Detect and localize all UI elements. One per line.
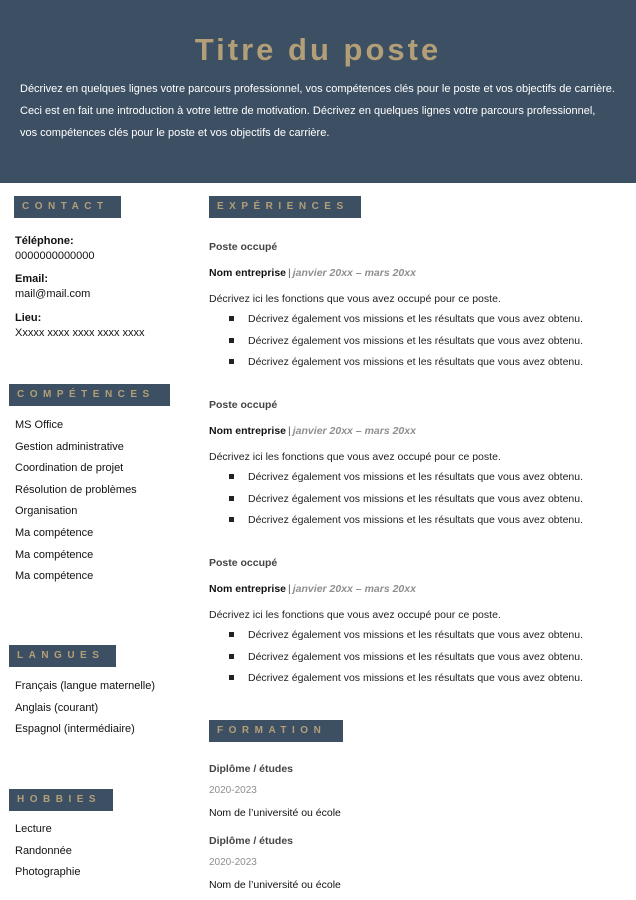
hobby-item: Randonnée bbox=[15, 844, 72, 857]
separator: | bbox=[288, 425, 291, 437]
job-entry bbox=[209, 398, 619, 535]
education-entry bbox=[209, 762, 609, 820]
job-company: Nom entreprise bbox=[209, 583, 287, 595]
languages-list bbox=[15, 679, 155, 744]
education-degree: Diplôme / études bbox=[209, 763, 294, 775]
phone-label: Téléphone: bbox=[15, 235, 74, 247]
languages-heading: LANGUES bbox=[9, 645, 116, 667]
skills-heading: COMPÉTENCES bbox=[9, 384, 170, 406]
language-item: Anglais (courant) bbox=[15, 701, 99, 714]
header-banner bbox=[0, 0, 636, 183]
skills-list bbox=[15, 418, 137, 591]
skill-item: MS Office bbox=[15, 419, 64, 431]
intro-text bbox=[20, 78, 624, 144]
intro-line: Décrivez en quelques lignes votre parcours professionnel, vos compétences clés pour le poste et vos objectifs de carrière. bbox=[20, 83, 615, 95]
education-years: 2020-2023 bbox=[209, 785, 257, 796]
job-company: Nom entreprise bbox=[209, 425, 287, 437]
skill-item: Résolution de problèmes bbox=[15, 483, 137, 496]
job-bullet: Décrivez également vos missions et les résultats que vous avez obtenu. bbox=[209, 470, 619, 492]
job-description: Décrivez ici les fonctions que vous avez occupé pour ce poste. bbox=[209, 609, 501, 621]
job-company-line bbox=[209, 582, 619, 596]
education-school: Nom de l’université ou école bbox=[209, 879, 341, 891]
job-bullet: Décrivez également vos missions et les résultats que vous avez obtenu. bbox=[209, 628, 619, 650]
email-label: Email: bbox=[15, 273, 49, 285]
skill-item: Coordination de projet bbox=[15, 462, 124, 475]
hobby-item: Lecture bbox=[15, 823, 52, 835]
job-company-line bbox=[209, 266, 619, 280]
job-dates: janvier 20xx – mars 20xx bbox=[292, 425, 416, 437]
job-bullet: Décrivez également vos missions et les résultats que vous avez obtenu. bbox=[209, 513, 619, 535]
job-dates: janvier 20xx – mars 20xx bbox=[292, 267, 416, 279]
job-description: Décrivez ici les fonctions que vous avez occupé pour ce poste. bbox=[209, 293, 501, 305]
job-bullet: Décrivez également vos missions et les résultats que vous avez obtenu. bbox=[209, 671, 619, 693]
place-value: Xxxxx xxxx xxxx xxxx xxxx bbox=[15, 327, 145, 339]
job-bullet: Décrivez également vos missions et les résultats que vous avez obtenu. bbox=[209, 334, 619, 356]
education-degree: Diplôme / études bbox=[209, 835, 294, 847]
skill-item: Ma compétence bbox=[15, 526, 94, 539]
intro-line: vos compétences clés pour le poste et vos objectifs de carrière. bbox=[20, 127, 330, 139]
hobbies-heading: HOBBIES bbox=[9, 789, 113, 811]
job-bullets bbox=[209, 470, 619, 535]
job-dates: janvier 20xx – mars 20xx bbox=[292, 583, 416, 595]
education-entry bbox=[209, 834, 609, 892]
job-company: Nom entreprise bbox=[209, 267, 287, 279]
language-item: Français (langue maternelle) bbox=[15, 680, 156, 692]
hobbies-list bbox=[15, 822, 80, 887]
job-position: Poste occupé bbox=[209, 399, 278, 411]
skill-item: Ma compétence bbox=[15, 570, 94, 583]
education-heading: FORMATION bbox=[209, 720, 343, 742]
skill-item: Gestion administrative bbox=[15, 440, 124, 453]
job-bullets bbox=[209, 312, 619, 377]
job-title: Titre du poste bbox=[194, 32, 442, 67]
email-value: mail@mail.com bbox=[15, 288, 91, 300]
contact-email bbox=[15, 272, 90, 302]
job-bullets bbox=[209, 628, 619, 693]
intro-line: Ceci est en fait une introduction à votre lettre de motivation. Décrivez en quelques lignes votre parcours professionnel, bbox=[20, 105, 596, 117]
job-entry bbox=[209, 240, 619, 377]
job-position: Poste occupé bbox=[209, 557, 278, 569]
hobby-item: Photographie bbox=[15, 866, 81, 879]
experience-heading: EXPÉRIENCES bbox=[209, 196, 361, 218]
phone-value: 0000000000000 bbox=[15, 250, 95, 262]
job-bullet: Décrivez également vos missions et les résultats que vous avez obtenu. bbox=[209, 312, 619, 334]
skill-item: Ma compétence bbox=[15, 548, 94, 561]
contact-place bbox=[15, 311, 145, 341]
education-school: Nom de l’université ou école bbox=[209, 807, 341, 819]
skill-item: Organisation bbox=[15, 505, 78, 518]
language-item: Espagnol (intermédiaire) bbox=[15, 723, 135, 736]
job-position: Poste occupé bbox=[209, 241, 278, 253]
contact-phone bbox=[15, 234, 95, 264]
education-years: 2020-2023 bbox=[209, 857, 257, 868]
place-label: Lieu: bbox=[15, 312, 42, 324]
job-bullet: Décrivez également vos missions et les résultats que vous avez obtenu. bbox=[209, 650, 619, 672]
separator: | bbox=[288, 267, 291, 279]
job-company-line bbox=[209, 424, 619, 438]
contact-heading: CONTACT bbox=[14, 196, 121, 218]
job-description: Décrivez ici les fonctions que vous avez occupé pour ce poste. bbox=[209, 451, 501, 463]
separator: | bbox=[288, 583, 291, 595]
job-bullet: Décrivez également vos missions et les résultats que vous avez obtenu. bbox=[209, 355, 619, 377]
job-entry bbox=[209, 556, 619, 693]
job-bullet: Décrivez également vos missions et les résultats que vous avez obtenu. bbox=[209, 492, 619, 514]
